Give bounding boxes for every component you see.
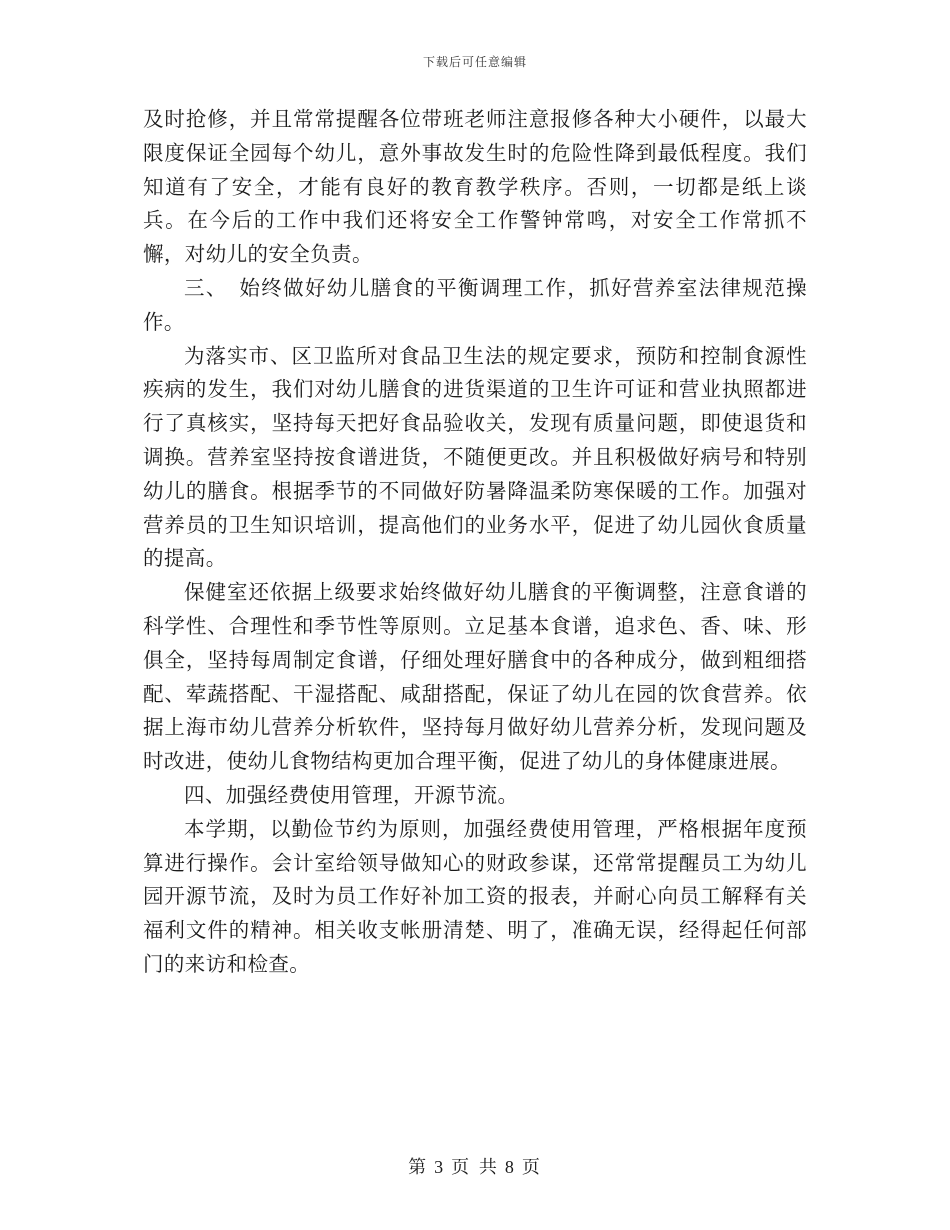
footer-middle: 页 共 [451, 1157, 499, 1178]
total-page-number: 8 [504, 1157, 516, 1177]
paragraph-budget: 本学期，以勤俭节约为原则，加强经费使用管理，严格根据年度预算进行操作。会计室给领导做知心的财政参谋，还常常提醒员工为幼儿园开源节流，及时为员工作好补加工资的报表，并耐心向员工解释有关福利文件的精神。相关收支帐册清楚、明了，准确无误，经得起任何部门的来访和检查。 [143, 816, 807, 976]
footer-prefix: 第 [408, 1157, 429, 1178]
page-footer [0, 1153, 950, 1179]
document-body [143, 103, 807, 982]
section-heading-3: 三、 始终做好幼儿膳食的平衡调理工作，抓好营养室法律规范操作。 [143, 275, 807, 334]
paragraph-food-safety: 为落实市、区卫监所对食品卫生法的规定要求，预防和控制食源性疾病的发生，我们对幼儿膳食的进货渠道的卫生许可证和营业执照都进行了真核实，坚持每天把好食品验收关，发现有质量问题，即使退货和调换。营养室坚持按食谱进货，不随便更改。并且积极做好病号和特别幼儿的膳食。根据季节的不同做好防暑降温柔防寒保暖的工作。加强对营养员的卫生知识培训，提高他们的业务水平，促进了幼儿园伙食质量的提高。 [143, 343, 807, 571]
paragraph-continuation: 及时抢修，并且常常提醒各位带班老师注意报修各种大小硬件，以最大限度保证全园每个幼儿，意外事故发生时的危险性降到最低程度。我们知道有了安全，才能有良好的教育教学秩序。否则，一切都是纸上谈兵。在今后的工作中我们还将安全工作警钟常鸣，对安全工作常抓不懈，对幼儿的安全负责。 [143, 107, 807, 267]
page-header: 下载后可任意编辑 [422, 55, 527, 69]
current-page-number: 3 [434, 1157, 446, 1177]
section-heading-4: 四、加强经费使用管理，开源节流。 [184, 782, 519, 807]
footer-suffix: 页 [521, 1157, 542, 1178]
paragraph-nutrition: 保健室还依据上级要求始终做好幼儿膳食的平衡调整，注意食谱的科学性、合理性和季节性等原则。立足基本食谱，追求色、香、味、形俱全，坚持每周制定食谱，仔细处理好膳食中的各种成分，做到粗细搭配、荤蔬搭配、干湿搭配、咸甜搭配，保证了幼儿在园的饮食营养。依据上海市幼儿营养分析软件，坚持每月做好幼儿营养分析，发现问题及时改进，使幼儿食物结构更加合理平衡，促进了幼儿的身体健康进展。 [143, 580, 807, 774]
